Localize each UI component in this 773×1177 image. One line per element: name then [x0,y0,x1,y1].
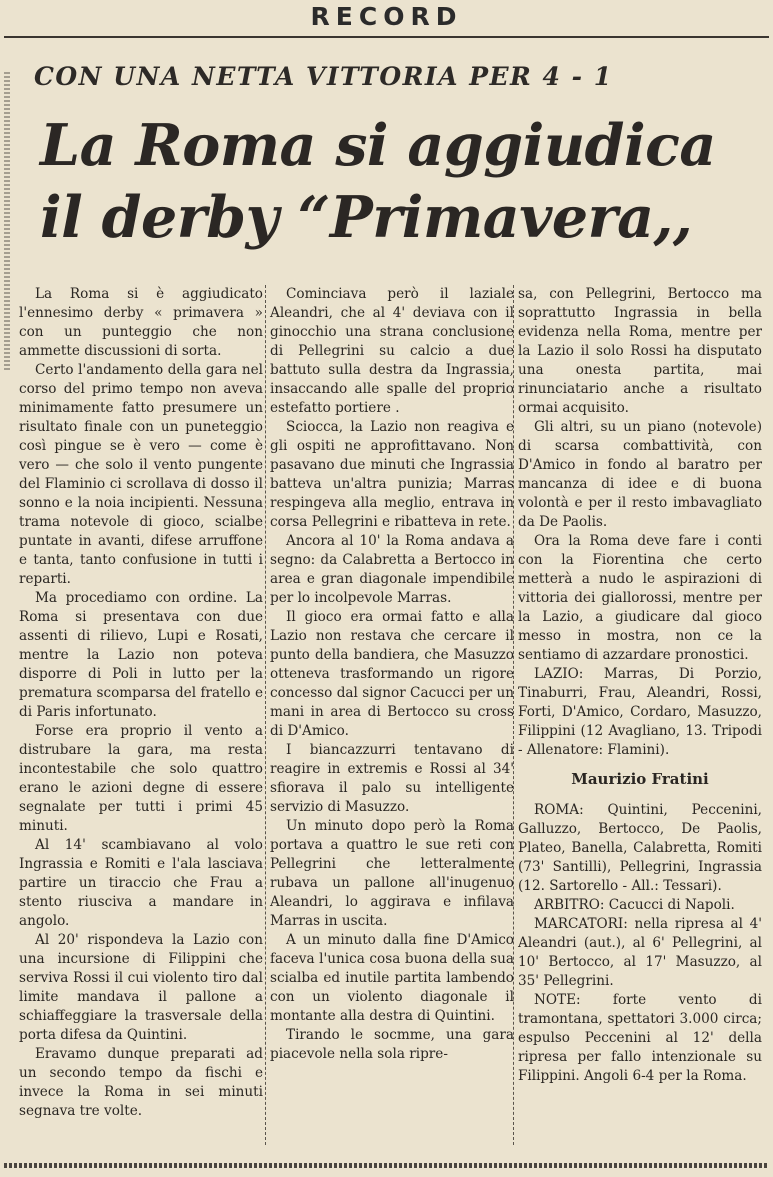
paragraph: Forse era proprio il vento a distrubare la gara, ma resta incontestabile che solo quattro erano le azioni degne di essere segnalate per tutti i primi 45 minuti. [19,723,263,834]
paragraph: Ora la Roma deve fare i conti con la Fiorentina che certo metterà a nudo le aspirazioni di vittoria dei giallorossi, mentre per la Lazio, a giudicare dal gioco messo in mostra, non ce la sentiamo di azzardare pronostici. [518,533,762,663]
headline [40,110,760,254]
lineup-roma: ROMA: Quintini, Peccenini, Galluzzo, Bertocco, De Paolis, Plateo, Banella, Calabretta, Romiti (73' Santilli), Pellegrini, Ingrassia (12. Sartorello - All.: Tessari). [518,802,762,894]
scorers: MARCATORI: nella ripresa al 4' Aleandri (aut.), al 6' Pellegrini, al 10' Bertocco, al 17' Masuzzo, al 35' Pellegrini. [518,916,762,989]
top-rule [4,36,769,38]
notes: NOTE: forte vento di tramontana, spettatori 3.000 circa; espulso Peccenini al 12' della ripresa per fallo intenzionale su Filippini. Angoli 6-4 per la Roma. [518,992,762,1084]
paragraph: Certo l'andamento della gara nel corso del primo tempo non aveva minimamente fatto presumere un risultato finale con un puneteggio così pingue se è vero — come è vero — che solo il vento pungente del Flaminio ci scrollava di dosso il sonno e la noia incipienti. Nessuna trama notevole di gioco, scialbe puntate in avanti, difese arruffone e tanta, tanto confusione in tutti i reparti. [19,362,263,587]
column-divider [265,285,266,1145]
paragraph: Il gioco era ormai fatto e alla Lazio non restava che cercare il punto della bandiera, che Masuzzo otteneva trasformando un rigore concesso dal signor Cacucci per un mani in area di Bertocco su cross di D'Amico. [270,609,514,739]
masthead-title: RECORD [310,2,463,31]
column-divider [513,285,514,1145]
paragraph: sa, con Pellegrini, Bertocco ma soprattutto Ingrassia in bella evidenza nella Roma, mentre per la Lazio il solo Rossi ha disputato una onesta partita, mai rinunciatario anche a risultato ormai acquisito. [518,286,762,416]
headline-line-1: La Roma si aggiudica [40,112,716,179]
column-3 [518,285,762,1086]
paragraph: Gli altri, su un piano (notevole) di scarsa combattività, con D'Amico in fondo al baratro per mancanza di idee e di buona volontà e per il resto imbavagliato da De Paolis. [518,419,762,530]
paragraph: Sciocca, la Lazio non reagiva e gli ospiti ne approfittavano. Non pasavano due minuti che Ingrassia batteva un'altra punizia; Marras respingeva alla meglio, entrava in corsa Pellegrini e ribatteva in rete. [270,419,514,530]
paragraph: Al 14' scambiavano al volo Ingrassia e Romiti e l'ala lasciava partire un tiraccio che Frau a stento riusciva a mandare in angolo. [19,837,263,929]
column-2 [270,285,514,1064]
paragraph: I biancazzurri tentavano di reagire in extremis e Rossi al 34' sfiorava il palo su intelligente servizio di Masuzzo. [270,742,514,815]
paragraph: Al 20' rispondeva la Lazio con una incursione di Filippini che serviva Rossi il cui violento tiro dal limite mandava il pallone a schiaffeggiare la trasversale della porta difesa da Quintini. [19,932,263,1043]
paragraph: Eravamo dunque preparati ad un secondo tempo da fischi e invece la Roma in sei minuti segnava tre volte. [19,1046,263,1119]
masthead [0,0,773,34]
byline: Maurizio Fratini [571,770,709,788]
paragraph: Tirando le socmme, una gara piacevole nella sola ripre- [270,1027,514,1062]
referee: ARBITRO: Cacucci di Napoli. [534,897,735,913]
bottom-rule [4,1163,769,1168]
lineup-lazio: LAZIO: Marras, Di Porzio, Tinaburri, Frau, Aleandri, Rossi, Forti, D'Amico, Cordaro, Masuzzo, Filippini (12 Avagliano, 13. Tripodi - Allenatore: Flamini). [518,666,762,758]
headline-line-2: il derby “Primavera,, [40,184,693,251]
paragraph: Ma procediamo con ordine. La Roma si presentava con due assenti di rilievo, Lupi e Rosati, mentre la Lazio non poteva disporre di Poli in lutto per la prematura scomparsa del fratello e di Paris infortunato. [19,590,263,720]
paragraph: Cominciava però il laziale Aleandri, che al 4' deviava con il ginocchio una strana conclusione di Pellegrini su calcio a due battuto sulla destra da Ingrassia, insaccando alle spalle del proprio estefatto portiere . [270,286,514,416]
clipping-edge [4,70,10,370]
column-1 [19,285,263,1121]
paragraph: A un minuto dalla fine D'Amico faceva l'unica cosa buona della sua scialba ed inutile partita lambendo con un violento diagonale il montante alla destra di Quintini. [270,932,514,1024]
paragraph: La Roma si è aggiudicato l'ennesimo derby « primavera » con un punteggio che non ammette discussioni di sorta. [19,286,263,359]
article-body [19,285,769,1155]
paragraph: Ancora al 10' la Roma andava a segno: da Calabretta a Bertocco in area e gran diagonale impendibile per lo incolpevole Marras. [270,533,514,606]
kicker: CON UNA NETTA VITTORIA PER 4 - 1 [34,62,613,91]
paragraph: Un minuto dopo però la Roma portava a quattro le sue reti con Pellegrini che letteralmente rubava un pallone all'inugenuo Aleandri, lo aggirava e infilava Marras in uscita. [270,818,514,929]
